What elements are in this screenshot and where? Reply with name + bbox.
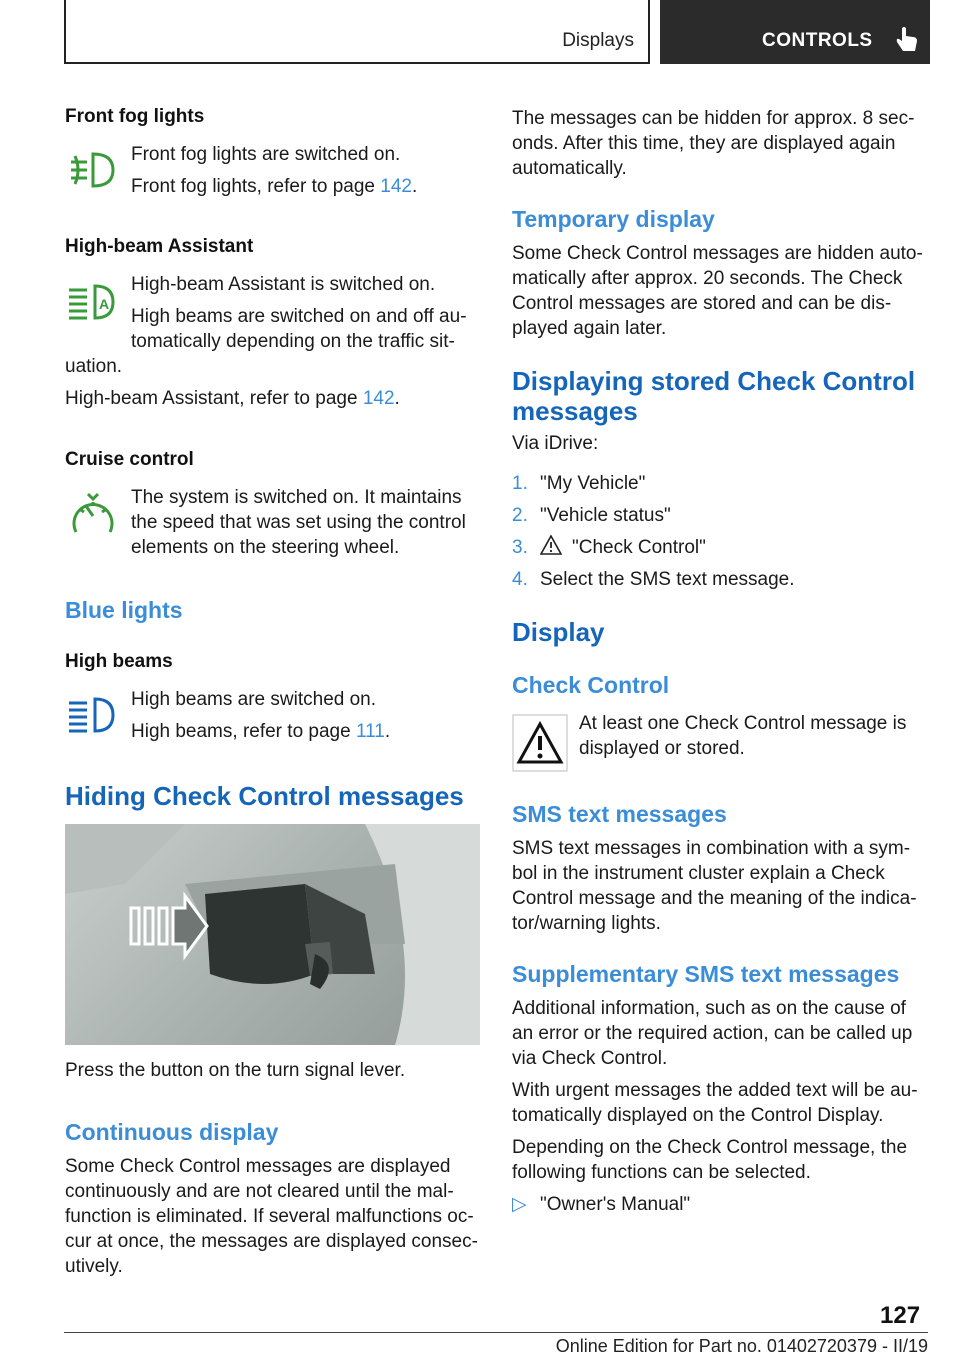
step-2 (512, 503, 671, 528)
cruise-control-icon (70, 492, 116, 540)
stored-heading-line-2: messages (512, 396, 638, 426)
supp-heading: Supplementary SMS text messages (512, 961, 900, 987)
temporary-line-1: Some Check Control messages are hidden auto- (512, 243, 923, 264)
display-heading: Display (512, 617, 605, 647)
intro-line-3: automatically. (512, 158, 627, 179)
step-number: 4. (512, 569, 528, 590)
hba-ref-end: . (394, 388, 400, 409)
high-beam-assistant-icon (67, 282, 119, 326)
fog-line-2 (131, 174, 417, 199)
header-section-box (64, 0, 650, 64)
hiding-heading: Hiding Check Control messages (65, 781, 464, 811)
turn-signal-lever-photo (65, 824, 480, 1045)
continuous-heading: Continuous display (65, 1119, 279, 1145)
stored-heading-line-1: Displaying stored Check Control (512, 366, 916, 396)
step-1 (512, 471, 645, 496)
step-3 (512, 535, 706, 560)
cc-line-1: At least one Check Control message is (579, 713, 907, 734)
step-number: 2. (512, 505, 528, 526)
high-beam-icon (67, 695, 119, 739)
continuous-line-4: cur at once, the messages are displayed consec- (65, 1231, 478, 1252)
hand-pointer-icon (894, 26, 920, 54)
supp-line-2: an error or the required action, can be called up (512, 1023, 913, 1044)
continuous-line-5: utively. (65, 1256, 123, 1277)
cruise-line-2: the speed that was set using the control (131, 512, 466, 533)
fog-title: Front fog lights (65, 106, 205, 127)
hba-line-3: tomatically depending on the traffic sit- (131, 331, 455, 352)
fog-line-2-text: Front fog lights, refer to page (131, 176, 381, 197)
page-number: 127 (880, 1302, 921, 1329)
temporary-line-3: Control messages are stored and can be dis- (512, 293, 892, 314)
step-4 (512, 567, 795, 592)
intro-line-1: The messages can be hidden for approx. 8 sec- (512, 108, 915, 129)
check-control-heading: Check Control (512, 672, 670, 698)
hba-title: High-beam Assistant (65, 236, 254, 257)
cc-line-2: displayed or stored. (579, 738, 745, 759)
high-beams-ref-text: High beams, refer to page (131, 721, 356, 742)
intro-line-2: onds. After this time, they are displayed again (512, 133, 896, 154)
supp-line-5: tomatically displayed on the Control Display. (512, 1105, 884, 1126)
temporary-line-4: played again later. (512, 318, 667, 339)
sms-line-4: tor/warning lights. (512, 913, 661, 934)
header-chapter-box (660, 0, 930, 64)
fog-page-link[interactable]: 142 (380, 176, 412, 197)
high-beams-line-2 (131, 719, 390, 744)
fog-line-2-end: . (411, 176, 418, 197)
hba-line-5 (65, 386, 400, 411)
high-beams-page-link[interactable]: 111 (355, 721, 385, 742)
hba-ref-text: High-beam Assistant, refer to page (65, 388, 363, 409)
hba-page-link[interactable]: 142 (362, 388, 395, 409)
supp-line-7: following functions can be selected. (512, 1162, 811, 1183)
temporary-line-2: matically after approx. 20 seconds. The Check (512, 268, 903, 289)
step-text: Select the SMS text message. (540, 569, 795, 590)
bullet-marker: ▷ (512, 1194, 527, 1215)
cruise-line-3: elements on the steering wheel. (131, 537, 400, 558)
supp-line-3: via Check Control. (512, 1048, 668, 1069)
header-section-title: Displays (562, 30, 634, 51)
cruise-line-1: The system is switched on. It maintains (131, 487, 462, 508)
step-text: "Vehicle status" (540, 505, 671, 526)
temporary-heading: Temporary display (512, 206, 715, 232)
supp-bullet-item (512, 1192, 690, 1217)
warning-triangle-icon (540, 535, 562, 555)
bullet-text: "Owner's Manual" (540, 1194, 691, 1215)
header-chapter-title: CONTROLS (762, 30, 873, 51)
sms-heading: SMS text messages (512, 801, 727, 827)
continuous-line-3: function is eliminated. If several malfunctions oc- (65, 1206, 474, 1227)
fog-line-1: Front fog lights are switched on. (131, 144, 401, 165)
supp-line-1: Additional information, such as on the cause of (512, 998, 906, 1019)
sms-line-1: SMS text messages in combination with a sym- (512, 838, 911, 859)
blue-lights-heading: Blue lights (65, 597, 183, 623)
step-number: 3. (512, 537, 528, 558)
continuous-line-2: continuously and are not cleared until the mal- (65, 1181, 454, 1202)
cruise-title: Cruise control (65, 449, 194, 470)
high-beams-ref-end: . (384, 721, 391, 742)
hiding-caption: Press the button on the turn signal lever. (65, 1060, 406, 1081)
step-text: "Check Control" (572, 537, 706, 558)
high-beams-line-1: High beams are switched on. (131, 689, 377, 710)
via-idrive: Via iDrive: (512, 433, 599, 454)
hba-line-4: uation. (65, 356, 123, 377)
step-text: "My Vehicle" (540, 473, 646, 494)
high-beams-title: High beams (65, 651, 173, 672)
footer-divider (64, 1332, 928, 1333)
supp-line-6: Depending on the Check Control message, the (512, 1137, 908, 1158)
step-number: 1. (512, 473, 528, 494)
hba-line-1: High-beam Assistant is switched on. (131, 274, 436, 295)
continuous-line-1: Some Check Control messages are displayed (65, 1156, 451, 1177)
svg-text:A: A (99, 296, 110, 312)
check-control-warning-icon (512, 714, 568, 772)
supp-line-4: With urgent messages the added text will be au- (512, 1080, 918, 1101)
turn-signal-lever-illustration (65, 824, 480, 1045)
front-fog-light-icon (67, 148, 119, 192)
sms-line-2: bol in the instrument cluster explain a Check (512, 863, 885, 884)
hba-line-2: High beams are switched on and off au- (131, 306, 467, 327)
sms-line-3: Control message and the meaning of the indica- (512, 888, 917, 909)
footer-edition: Online Edition for Part no. 01402720379 - II/19 (555, 1336, 928, 1356)
